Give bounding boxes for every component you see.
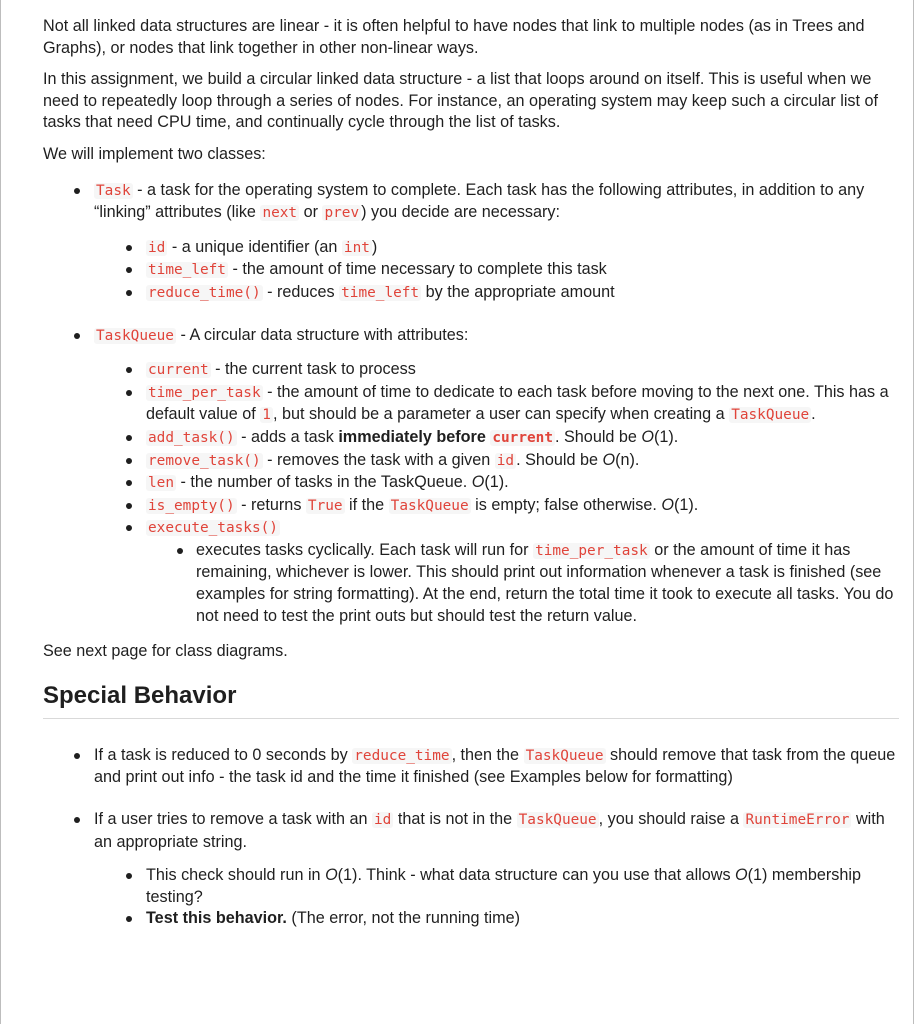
task-attribute-list	[94, 237, 899, 305]
list-item-reduce-zero: If a task is reduced to 0 seconds by reduce_time , then the TaskQueue should remove that task from the queue and print out info - the task id and the time it finished (see Examples below for formatting)	[43, 745, 899, 789]
list-item-o1-check: This check should run in O(1). Think - what data structure can you use that allows O(1) membership testing?	[43, 865, 899, 908]
list-item-reduce-time: reduce_time() - reduces time_left by the appropriate amount	[43, 282, 899, 305]
list-item-time-per-task: time_per_task - the amount of time to dedicate to each task before moving to the next one. This has a default value of 1 , but should be a parameter a user can specify when creating a TaskQueue .	[43, 382, 899, 427]
taskqueue-attribute-list	[94, 359, 899, 627]
list-item-task: Task - a task for the operating system to complete. Each task has the following attributes, in addition to any “linking” attributes (like next or prev ) you decide are necessary: id - a unique identifier (an int ) time_left - the amount of time necessary to complete this task reduce_time() - reduces time_left by the appropriate amount	[43, 180, 899, 305]
list-item-remove-missing: If a user tries to remove a task with an id that is not in the TaskQueue , you should raise a RuntimeError with an appropriate string. This check should run in O(1). Think - what data structure can you use that allows O(1) membership testing? Test this behavior. (The error, not the running time)	[43, 809, 899, 930]
special-behavior-list	[43, 745, 899, 930]
list-item-id: id - a unique identifier (an int )	[43, 237, 899, 260]
list-item-remove-task: remove_task() - removes the task with a given id . Should be O(n).	[43, 450, 899, 473]
code-task: Task	[96, 182, 131, 199]
class-list	[43, 180, 899, 628]
remove-missing-sublist	[94, 865, 899, 930]
intro-paragraph-3: We will implement two classes:	[43, 144, 266, 163]
code-taskqueue: TaskQueue	[96, 327, 174, 344]
document-body	[43, 16, 899, 930]
intro-paragraph-2: In this assignment, we build a circular linked data structure - a list that loops around on itself. This is useful when we need to repeatedly loop through a series of nodes. For instance, an operating system may keep such a circular list of tasks that need CPU time, and continually cycle through the list of tasks.	[43, 70, 879, 132]
intro-paragraph-1: Not all linked data structures are linear - it is often helpful to have nodes that link to multiple nodes (as in Trees and Graphs), or nodes that link together in other non-linear ways.	[43, 17, 865, 57]
list-item-time-left: time_left - the amount of time necessary to complete this task	[43, 259, 899, 282]
list-item-add-task: add_task() - adds a task immediately before current . Should be O(1).	[43, 427, 899, 450]
list-item-current: current - the current task to process	[43, 359, 899, 382]
list-item-taskqueue: TaskQueue - A circular data structure with attributes: current - the current task to process time_per_task - the amount of time to dedicate to each task before moving to the next one. This has a default value of 1 , but should be a parameter a user can specify when creating a TaskQueue . add_task() - adds a task immediately before current . Should be O(1). remove_task() - removes the task with a given id . Should be O(n). len - the number of tasks in the TaskQueue. O(1). is_empty() - returns True if the TaskQueue is empty; false otherwise. O(1). execute_tasks() executes tasks cyclically. Each task will run for time_per_task or the amount of time it has remaining, whichever is lower. This should print out information whenever a task is finished (see examples for string formatting). At the end, return the total time it took to execute all tasks. You do not need to test the print outs but should test the return value.	[43, 325, 899, 628]
execute-tasks-sublist	[146, 540, 899, 627]
see-next-page: See next page for class diagrams.	[43, 642, 288, 661]
list-item-test-behavior: Test this behavior. (The error, not the running time)	[43, 908, 899, 930]
list-item-execute-tasks: execute_tasks() executes tasks cyclically. Each task will run for time_per_task or the amount of time it has remaining, whichever is lower. This should print out information whenever a task is finished (see examples for string formatting). At the end, return the total time it took to execute all tasks. You do not need to test the print outs but should test the return value.	[43, 517, 899, 627]
code-next: next	[262, 205, 298, 222]
list-item-len: len - the number of tasks in the TaskQueue. O(1).	[43, 472, 899, 495]
list-item-execute-description: executes tasks cyclically. Each task will run for time_per_task or the amount of time it has remaining, whichever is lower. This should print out information whenever a task is finished (see examples for string formatting). At the end, return the total time it took to execute all tasks. You do not need to test the print outs but should test the return value.	[43, 540, 899, 627]
list-item-is-empty: is_empty() - returns True if the TaskQueue is empty; false otherwise. O(1).	[43, 495, 899, 518]
code-prev: prev	[324, 205, 360, 222]
special-behavior-heading: Special Behavior	[43, 681, 899, 719]
